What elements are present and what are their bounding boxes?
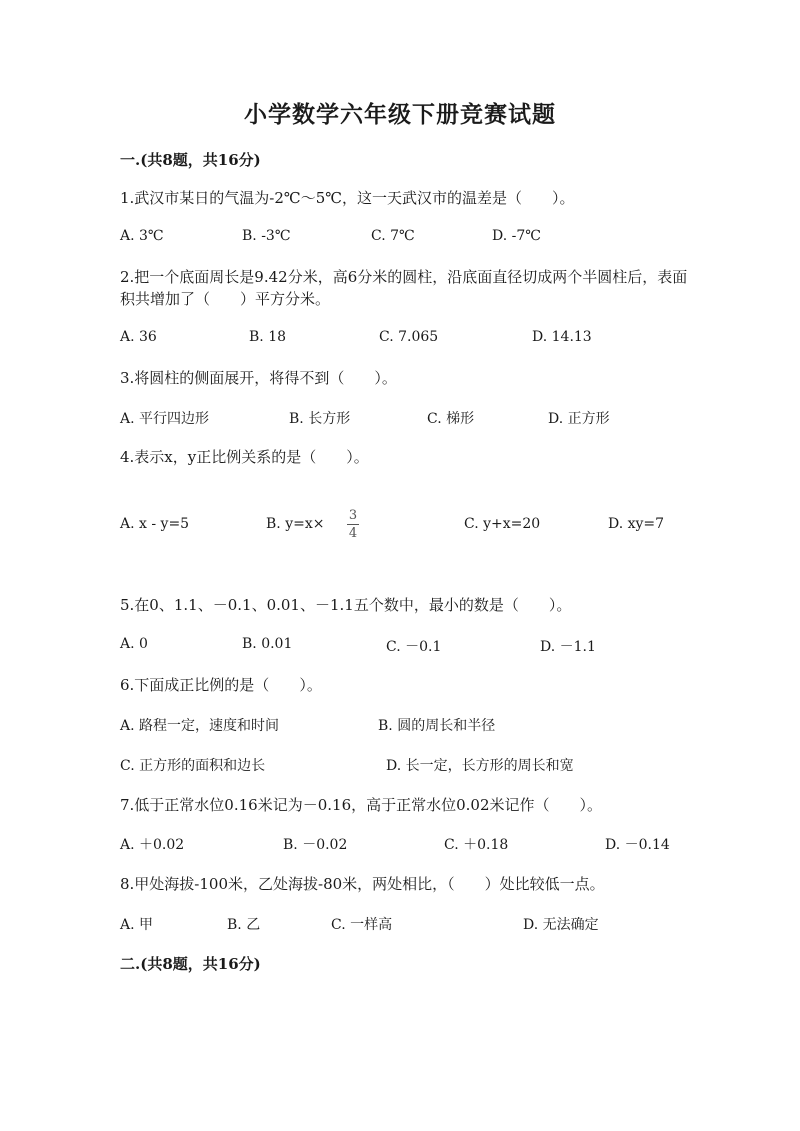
q2-option-b[interactable]: B. 18 xyxy=(249,329,287,345)
q7-option-c[interactable]: C. ＋0.18 xyxy=(444,837,509,853)
q3-option-b[interactable]: B. 长方形 xyxy=(289,411,351,427)
fraction-denominator: 4 xyxy=(348,526,358,541)
q4-option-c[interactable]: C. y+x=20 xyxy=(464,516,541,532)
q2-option-a[interactable]: A. 36 xyxy=(120,329,157,345)
section-heading-2: 二.(共8题，共16分) xyxy=(120,955,261,973)
q6-option-c[interactable]: C. 正方形的面积和边长 xyxy=(120,758,266,774)
q2-option-c[interactable]: C. 7.065 xyxy=(379,329,439,345)
q1-option-d[interactable]: D. -7℃ xyxy=(492,228,541,244)
q4-option-b-fraction xyxy=(345,508,361,541)
q5-option-c[interactable]: C. －0.1 xyxy=(386,639,442,655)
question-4: 4.表示x，y正比例关系的是（ ）。 xyxy=(120,448,369,466)
q3-option-c[interactable]: C. 梯形 xyxy=(427,411,475,427)
q3-option-d[interactable]: D. 正方形 xyxy=(548,411,610,427)
page-title: 小学数学六年级下册竞赛试题 xyxy=(244,101,556,128)
q5-option-a[interactable]: A. 0 xyxy=(120,636,148,652)
q3-option-a[interactable]: A. 平行四边形 xyxy=(120,411,210,427)
q7-option-a[interactable]: A. ＋0.02 xyxy=(120,837,185,853)
q1-option-a[interactable]: A. 3℃ xyxy=(120,228,164,244)
q4-option-d[interactable]: D. xy=7 xyxy=(608,516,665,532)
question-7: 7.低于正常水位0.16米记为－0.16，高于正常水位0.02米记作（ ）。 xyxy=(120,796,603,814)
q1-option-c[interactable]: C. 7℃ xyxy=(371,228,415,244)
q4-option-b[interactable]: B. y=x× xyxy=(266,516,325,532)
q5-option-b[interactable]: B. 0.01 xyxy=(242,636,293,652)
q7-option-b[interactable]: B. －0.02 xyxy=(283,837,348,853)
q2-option-d[interactable]: D. 14.13 xyxy=(532,329,592,345)
q7-option-d[interactable]: D. －0.14 xyxy=(605,837,670,853)
q6-option-a[interactable]: A. 路程一定，速度和时间 xyxy=(120,718,280,734)
question-3: 3.将圆柱的侧面展开，将得不到（ ）。 xyxy=(120,369,397,387)
fraction-numerator: 3 xyxy=(348,508,358,523)
question-5: 5.在0、1.1、－0.1、0.01、－1.1五个数中，最小的数是（ ）。 xyxy=(120,596,572,614)
q6-option-d[interactable]: D. 长一定，长方形的周长和宽 xyxy=(386,758,574,774)
q8-option-a[interactable]: A. 甲 xyxy=(120,917,154,933)
fraction-bar xyxy=(347,524,359,525)
question-1: 1.武汉市某日的气温为-2℃～5℃，这一天武汉市的温差是（ ）。 xyxy=(120,189,575,207)
q4-option-a[interactable]: A. x - y=5 xyxy=(120,516,190,532)
q8-option-c[interactable]: C. 一样高 xyxy=(331,917,393,933)
question-8: 8.甲处海拔-100米，乙处海拔-80米，两处相比，（ ）处比较低一点。 xyxy=(120,875,605,893)
section-heading-1: 一.(共8题，共16分) xyxy=(120,151,261,169)
question-2: 2.把一个底面周长是9.42分米，高6分米的圆柱，沿底面直径切成两个半圆柱后，表面积共增加了（ ）平方分米。 xyxy=(120,268,688,308)
q1-option-b[interactable]: B. -3℃ xyxy=(242,228,291,244)
q5-option-d[interactable]: D. －1.1 xyxy=(540,639,596,655)
q8-option-d[interactable]: D. 无法确定 xyxy=(523,917,599,933)
q6-option-b[interactable]: B. 圆的周长和半径 xyxy=(378,718,496,734)
question-6: 6.下面成正比例的是（ ）。 xyxy=(120,676,322,694)
q8-option-b[interactable]: B. 乙 xyxy=(227,917,261,933)
